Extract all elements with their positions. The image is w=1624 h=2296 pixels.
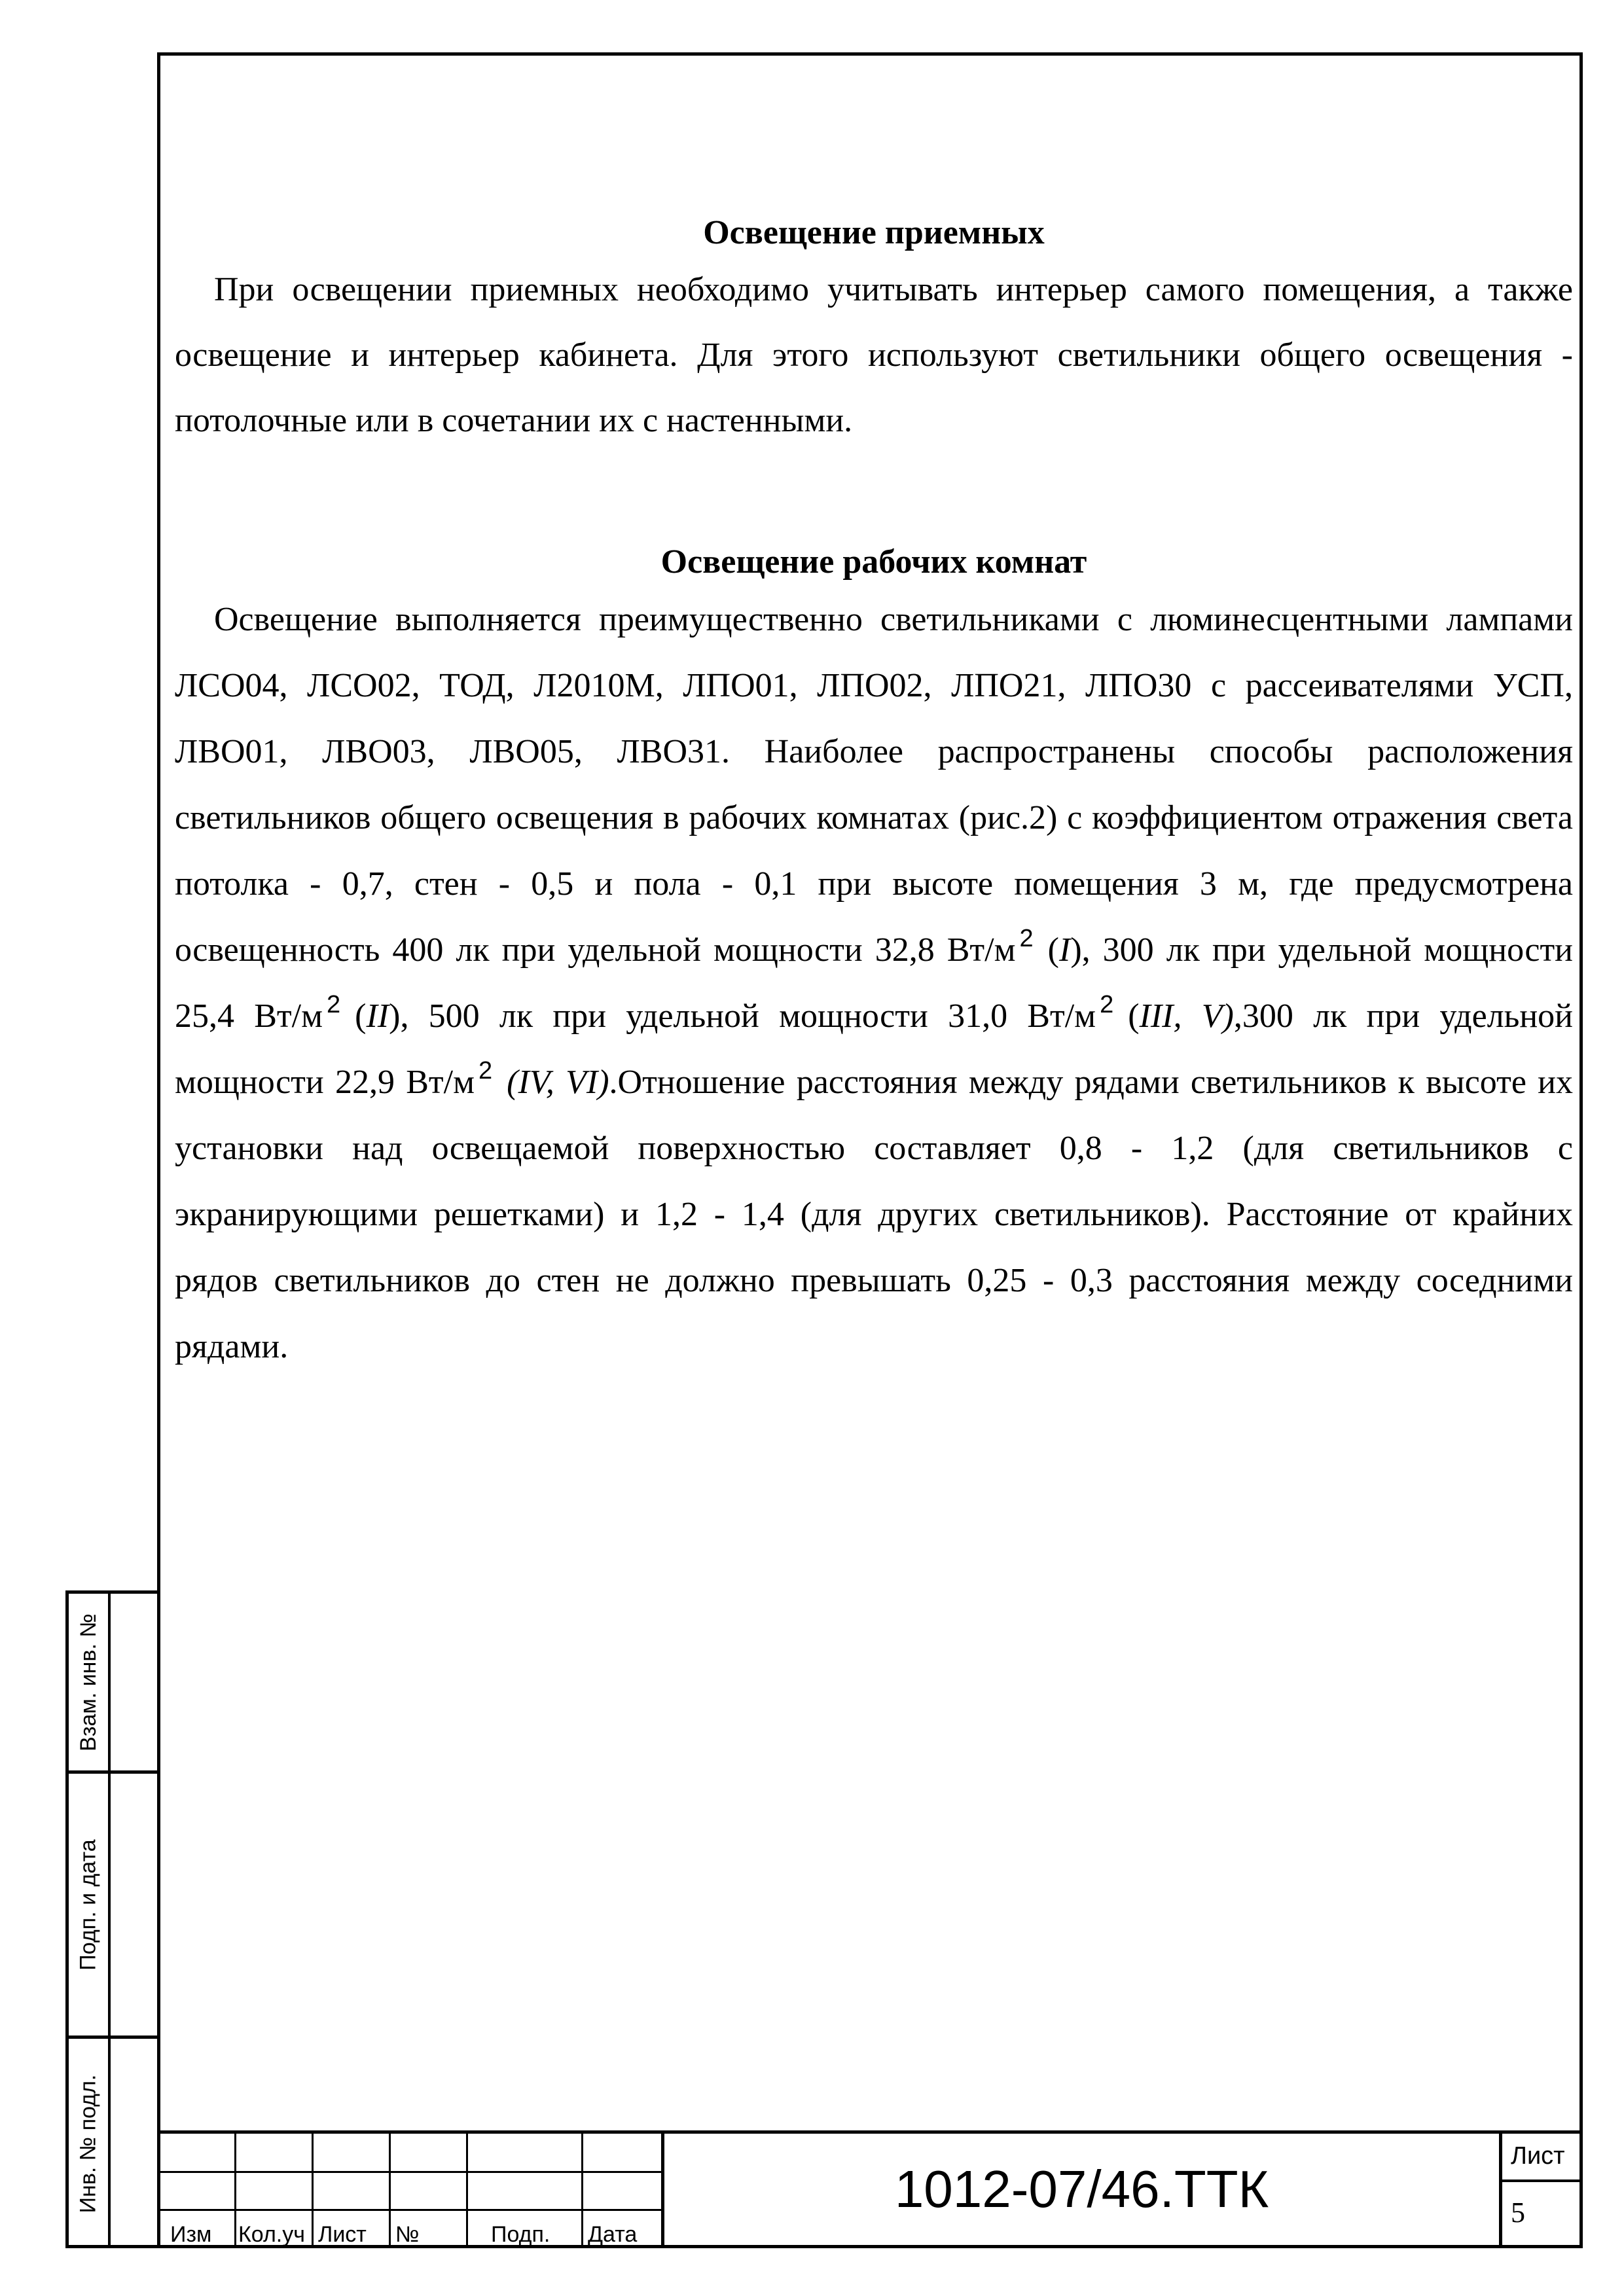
grid-col-rule (581, 2130, 583, 2248)
col-label-list: Лист (318, 2222, 367, 2247)
superscript-2: 2 (327, 990, 341, 1018)
roman-numeral: (IV, VI) (507, 1063, 609, 1101)
paragraph-text-e: .Отношение расстояния между рядами светильников к высоте их установки над освещаемой поверхностью составляет 0,8 - 1,2 (для светильников с экранирующими решетками) и 1,2 - 1,4 (для других светильников). Расстояние от крайних рядов светильников до стен не должно превышать 0,25 - 0,3 расстояния между соседними рядами. (175, 1063, 1573, 1365)
superscript-2: 2 (1100, 990, 1114, 1018)
grid-rule (157, 2209, 662, 2211)
section-gap (175, 454, 1573, 539)
grid-col-rule (234, 2130, 236, 2248)
col-label-no: № (395, 2222, 420, 2247)
side-stamp (65, 1590, 157, 2248)
roman-numeral: II (366, 997, 389, 1035)
paragraph-text-c: ), 500 лк при удельной мощности 31,0 Вт/м (389, 997, 1096, 1035)
superscript-2: 2 (1019, 924, 1034, 952)
sheet-box-rule (1499, 2130, 1502, 2248)
paragraph-reception: При освещении приемных необходимо учитывать интерьер самого помещения, а также освещение и интерьер кабинета. Для этого используют светильники общего освещения - потолочные или в сочетании их с настенными. (175, 270, 1573, 439)
document-code: 1012-07/46.ТТК (894, 2160, 1269, 2218)
col-label-data: Дата (588, 2222, 638, 2247)
roman-numeral: I (1058, 931, 1071, 969)
sheet-box-rule (1499, 2179, 1583, 2182)
section-heading-workrooms: Освещение рабочих комнат (660, 543, 1087, 581)
side-cell-inv (69, 2039, 108, 2248)
sheet-number: 5 (1511, 2197, 1525, 2229)
paragraph-text-b: ), 300 лк при удельной мощности 25,4 Вт/м (175, 931, 1573, 1035)
document-code-cell (664, 2130, 1499, 2248)
side-cell-podp (69, 1774, 108, 2036)
grid-col-rule (389, 2130, 391, 2248)
col-label-izm: Изм (170, 2222, 212, 2247)
side-cell-vzam (69, 1594, 108, 1770)
document-body (175, 209, 1573, 1380)
superscript-2: 2 (478, 1056, 493, 1085)
side-label-podp: Подп. и дата (75, 1839, 101, 1971)
grid-rule (157, 2171, 662, 2173)
section-heading-reception: Освещение приемных (703, 214, 1045, 251)
col-label-podp: Подп. (491, 2222, 550, 2247)
paragraph-text-d: ,300 лк при удельной мощности 22,9 Вт/м (175, 997, 1574, 1101)
grid-col-rule (312, 2130, 314, 2248)
side-label-inv: Инв. № подл. (75, 2074, 101, 2213)
grid-col-rule (466, 2130, 468, 2248)
col-label-kolich: Кол.уч (238, 2222, 305, 2247)
roman-numeral: III, V) (1139, 997, 1234, 1035)
side-label-vzam: Взам. инв. № (75, 1613, 101, 1751)
title-block (157, 2130, 1583, 2248)
paragraph-workrooms: Освещение выполняется преимущественно светильниками с люминесцентными лампами ЛСО04, ЛСО02, ТОД, Л2010М, ЛПО01, ЛПО02, ЛПО21, ЛПО30 с рассеивателями УСП, ЛВО01, ЛВО03, ЛВО05, ЛВО31. Наиболее распространены способы расположения светильников общего освещения в рабочих комнатах (рис.2) с коэффициентом отражения света потолка - 0,7, стен - 0,5 и пола - 0,1 при высоте помещения 3 м, где предусмотрена освещенность 400 лк при удельной мощности 32,8 Вт/м $^2$ (I), 300 лк при удельной мощности 25,4 Вт/м $^2$ (II), 500 лк при удельной мощности 31,0 Вт/м $^2$ (III, V),300 лк при удельной мощности 22,9 Вт/м $^2$ (IV, VI).Отношение расстояния между рядами светильников к высоте их установки над освещаемой поверхностью составляет 0,8 - 1,2 (для светильников с экранирующими решетками) и 1,2 - 1,4 (для других светильников). Расстояние от крайних рядов светильников до стен не должно превышать 0,25 - 0,3 расстояния между соседними рядами. (175, 600, 1574, 1365)
sheet-label: Лист (1511, 2142, 1565, 2170)
paragraph-text-a: Освещение выполняется преимущественно светильниками с люминесцентными лампами ЛСО04, ЛСО02, ТОД, Л2010М, ЛПО01, ЛПО02, ЛПО21, ЛПО30 с рассеивателями УСП, ЛВО01, ЛВО03, ЛВО05, ЛВО31. Наиболее распространены способы расположения светильников общего освещения в рабочих комнатах (рис.2) с коэффициентом отражения света потолка - 0,7, стен - 0,5 и пола - 0,1 при высоте помещения 3 м, где предусмотрена освещенность 400 лк при удельной мощности 32,8 Вт/м (175, 600, 1573, 969)
side-stamp-divider (108, 1594, 111, 2245)
